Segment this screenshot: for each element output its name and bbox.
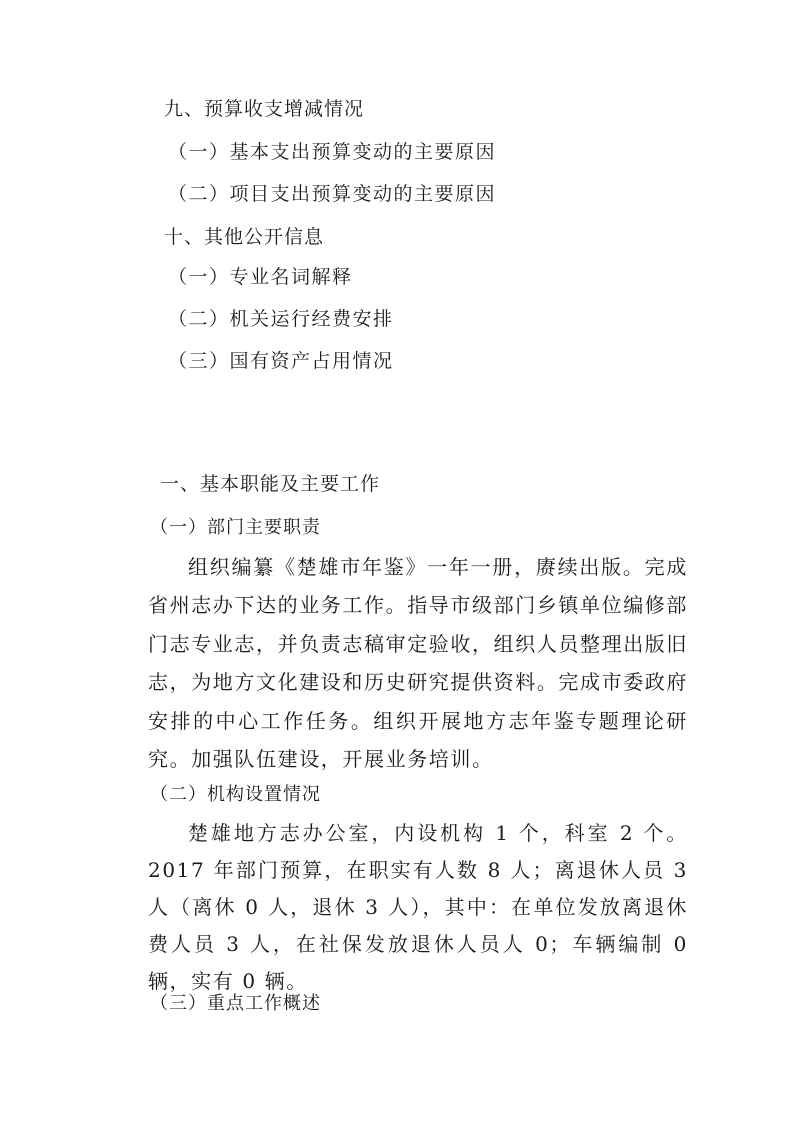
paragraph-organization: 楚雄地方志办公室，内设机构 1 个，科室 2 个。2017 年部门预算，在职实有人数 8 人；离退休人员 3 人（离休 0 人，退休 3 人），其中：在单位发放离退休费人员 3 人，在社保发放退休人员人 0；车辆编制 0 辆，实有 0 辆。	[148, 821, 688, 993]
toc-item-9: 九、预算收支增减情况	[164, 98, 365, 120]
subsection-heading-organization: （二）机构设置情况	[150, 784, 321, 805]
toc-item-9-1: （一）基本支出预算变动的主要原因	[168, 141, 497, 163]
section-heading-1: 一、基本职能及主要工作	[160, 473, 381, 495]
subsection-heading-key-work: （三）重点工作概述	[150, 993, 321, 1014]
toc-item-10-1: （一）专业名词解释	[168, 266, 353, 288]
toc-item-10-3: （三）国有资产占用情况	[168, 350, 394, 372]
subsection-heading-duties: （一）部门主要职责	[150, 517, 321, 538]
toc-item-9-2: （二）项目支出预算变动的主要原因	[168, 183, 497, 205]
toc-item-10: 十、其他公开信息	[164, 226, 325, 248]
toc-item-10-2: （二）机关运行经费安排	[168, 308, 394, 330]
paragraph-duties: 组织编纂《楚雄市年鉴》一年一册，赓续出版。完成省州志办下达的业务工作。指导市级部门乡镇单位编修部门志专业志，并负责志稿审定验收，组织人员整理出版旧志，为地方文化建设和历史研究提供资料。完成市委政府安排的中心工作任务。组织开展地方志年鉴专题理论研究。加强队伍建设，开展业务培训。	[148, 555, 688, 772]
